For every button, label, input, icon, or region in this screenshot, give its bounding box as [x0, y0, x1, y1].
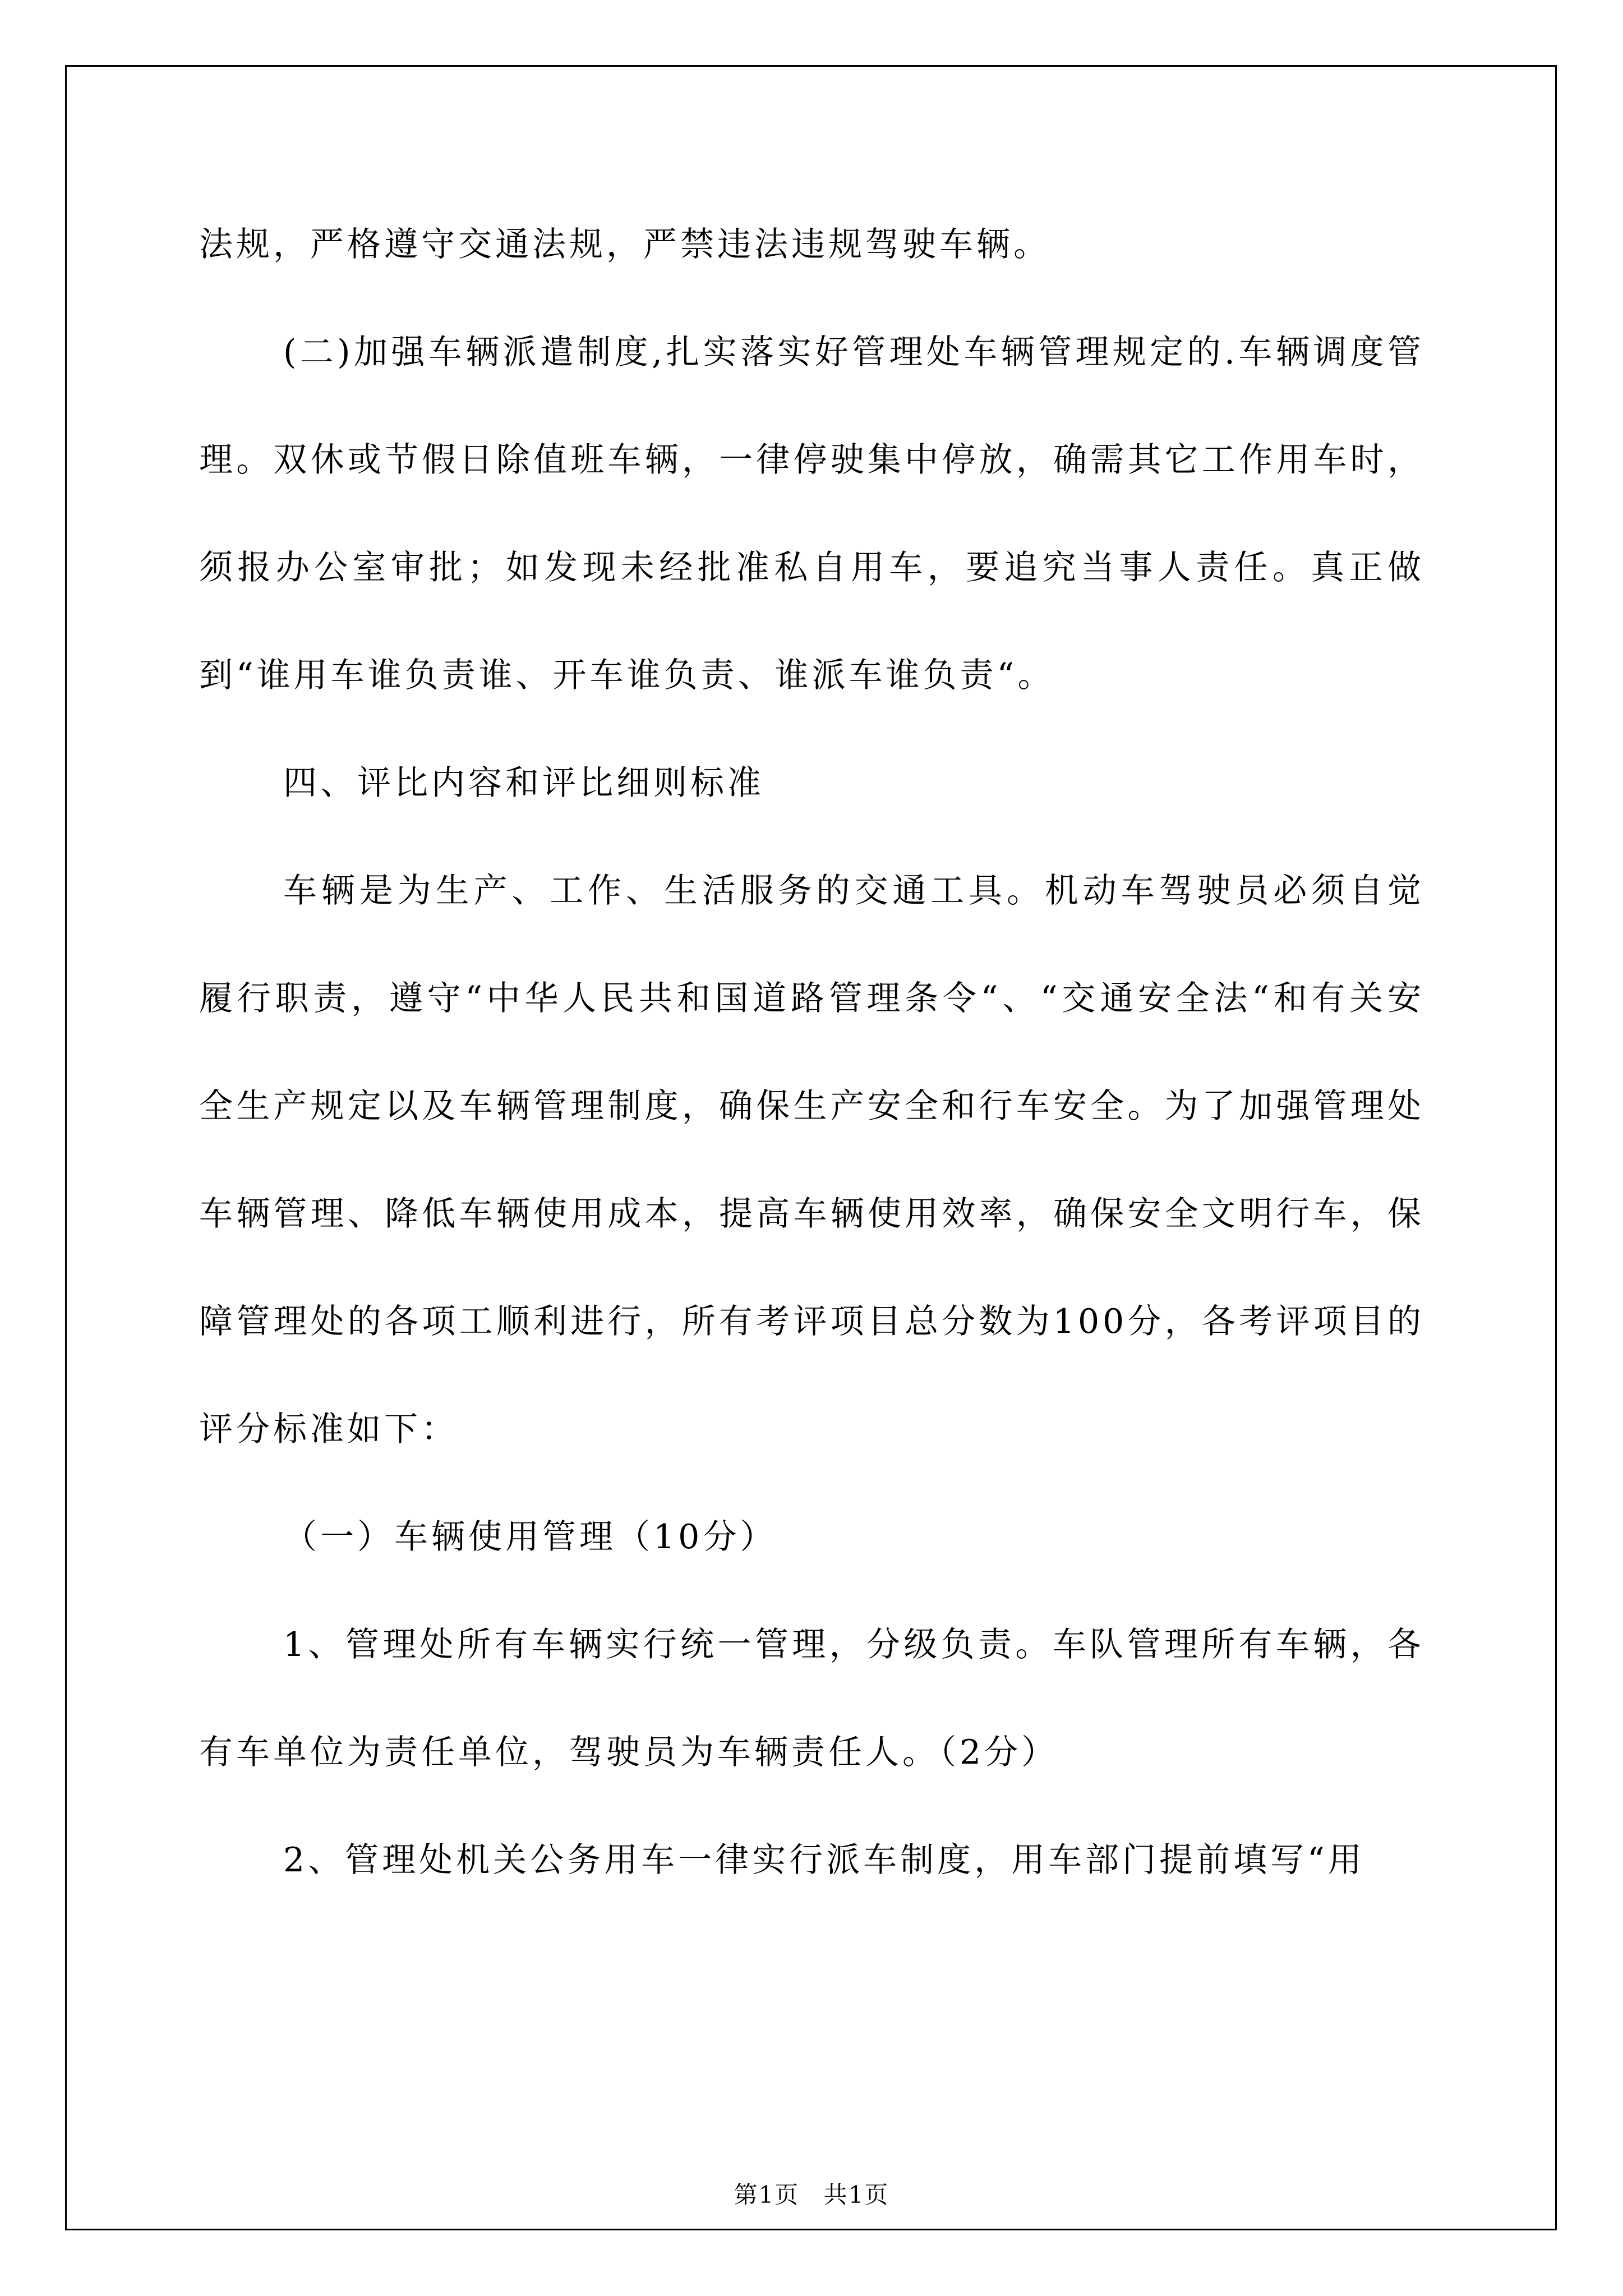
page-number-total: 共1页	[823, 2181, 889, 2208]
section-heading-evaluation: 四、评比内容和评比细则标准	[283, 763, 764, 803]
page-footer	[0, 2177, 1623, 2210]
document-body	[199, 191, 1424, 1914]
paragraph-evaluation-intro: 车辆是为生产、工作、生活服务的交通工具。机动车驾驶员必须自觉履行职责，遵守“中华人民共和国道路管理条令“、“交通安全法“和有关安全生产规定以及车辆管理制度，确保生产安全和行车安全。为了加强管理处车辆管理、降低车辆使用成本，提高车辆使用效率，确保安全文明行车，保障管理处的各项工顺利进行，所有考评项目总分数为100分，各考评项目的评分标准如下：	[199, 871, 1424, 1449]
subheading-vehicle-use: （一）车辆使用管理（10分）	[283, 1517, 777, 1557]
page-number-current: 第1页	[734, 2181, 800, 2208]
list-item-1: 1、管理处所有车辆实行统一管理，分级负责。车队管理所有车辆，各有车单位为责任单位，驾驶员为车辆责任人。（2分）	[199, 1625, 1424, 1772]
paragraph-vehicle-dispatch: (二)加强车辆派遣制度,扎实落实好管理处车辆管理规定的.车辆调度管理。双休或节假日除值班车辆，一律停驶集中停放，确需其它工作用车时，须报办公室审批；如发现未经批准私自用车，要追究当事人责任。真正做到“谁用车谁负责谁、开车谁负责、谁派车谁负责“。	[199, 333, 1424, 695]
paragraph-continuation: 法规，严格遵守交通法规，严禁违法违规驾驶车辆。	[199, 225, 1050, 264]
list-item-2: 2、管理处机关公务用车一律实行派车制度，用车部门提前填写“用	[283, 1841, 1365, 1880]
